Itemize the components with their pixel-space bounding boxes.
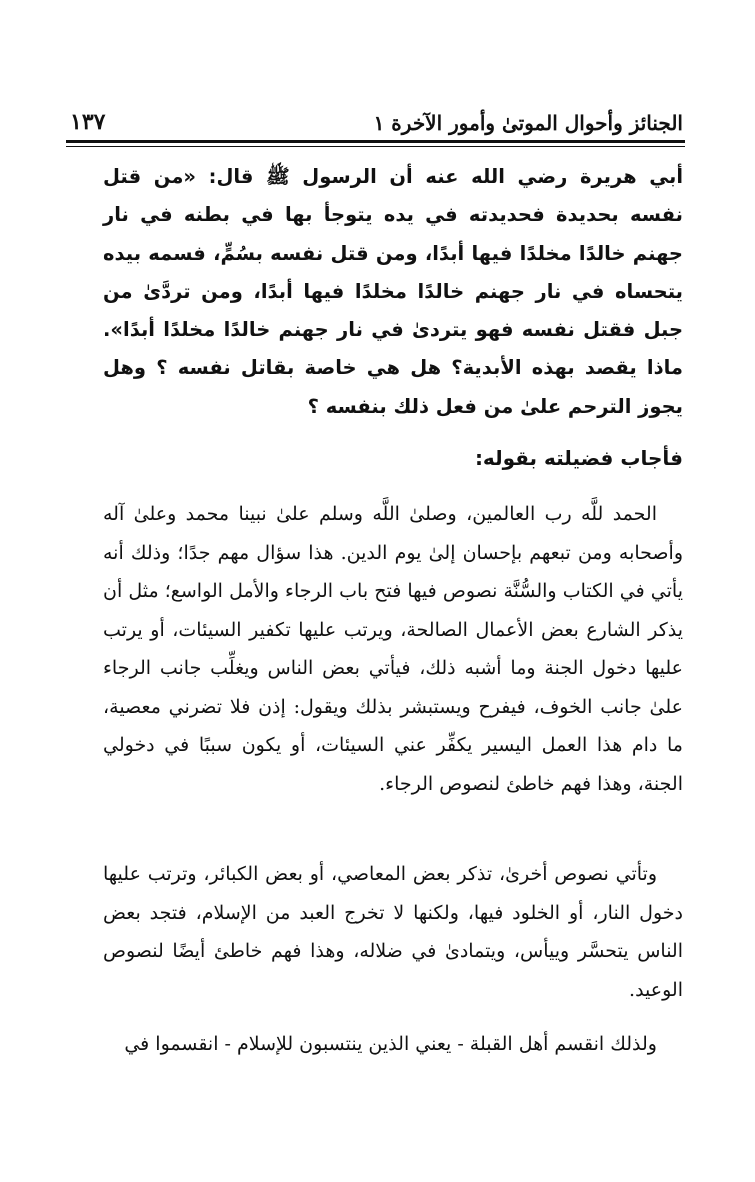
- paragraph-text: وتأتي نصوص أخرىٰ، تذكر بعض المعاصي، أو بعض الكبائر، وترتب عليها دخول النار، أو الخلود فيها، ولكنها لا تخرج العبد من الإسلام، فتجد بعض الناس يتحسَّر وييأس، ويتمادىٰ في ضلاله، وهذا فهم خاطئ أيضًا لنصوص الوعيد.: [103, 863, 683, 1001]
- header-rule-thick: [66, 140, 685, 143]
- question-text: أبي هريرة رضي الله عنه أن الرسول ﷺ قال: «من قتل نفسه بحديدة فحديدته في يده يتوجأ بها في بطنه في نار جهنم خالدًا مخلدًا فيها أبدًا، ومن قتل نفسه بسُمٍّ، فسمه بيده يتحساه في نار جهنم خالدًا مخلدًا فيها أبدًا، ومن تردَّىٰ من جبل فقتل نفسه فهو يتردىٰ في نار جهنم خالدًا مخلدًا أبدًا». ماذا يقصد بهذه الأبدية؟ هل هي خاصة بقاتل نفسه ؟ وهل يجوز الترحم علىٰ من فعل ذلك بنفسه ؟: [103, 165, 683, 418]
- running-head: [70, 95, 683, 135]
- paragraph-text: الحمد للَّه رب العالمين، وصلىٰ اللَّه وسلم علىٰ نبينا محمد وعلىٰ آله وأصحابه ومن تبعهم بإحسان إلىٰ يوم الدين. هذا سؤال مهم جدًا؛ وذلك أنه يأتي في الكتاب والسُّنَّة نصوص فيها فتح باب الرجاء والأمل الواسع؛ مثل أن يذكر الشارع بعض الأعمال الصالحة، ويرتب عليها تكفير السيئات، أو يرتب عليها دخول الجنة وما أشبه ذلك، فيأتي بعض الناس ويغلِّب جانب الرجاء علىٰ جانب الخوف، فيفرح ويستبشر بذلك ويقول: إذن فلا تضرني معصية، ما دام هذا العمل اليسير يكفِّر عني السيئات، أو يكون سببًا في دخولي الجنة، وهذا فهم خاطئ لنصوص الرجاء.: [103, 503, 683, 795]
- header-rule-thin: [66, 146, 685, 147]
- answer-paragraph: [103, 495, 683, 803]
- paragraph-text: ولذلك انقسم أهل القبلة - يعني الذين ينتسبون للإسلام - انقسموا في: [124, 1033, 657, 1055]
- book-title: الجنائز وأحوال الموتىٰ وأمور الآخرة ١: [373, 111, 683, 135]
- answer-paragraph: [103, 1025, 683, 1064]
- answer-heading: فأجاب فضيلته بقوله:: [474, 446, 683, 470]
- page-number: ١٣٧: [70, 109, 106, 135]
- answer-paragraph: [103, 855, 683, 1009]
